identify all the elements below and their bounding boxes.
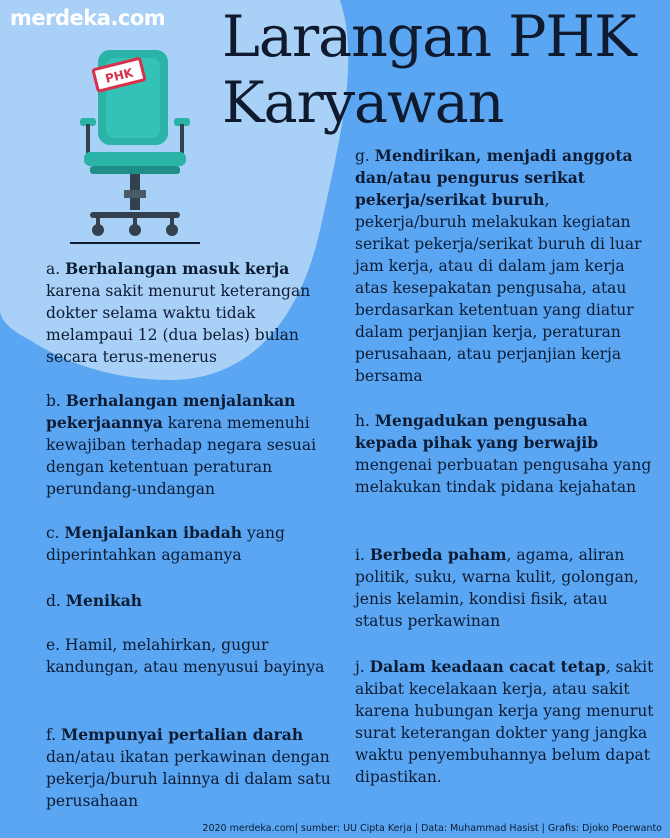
item-a-lead: a. [46, 260, 61, 278]
item-j-bold: Dalam keadaan cacat tetap [369, 657, 606, 676]
item-f-rest: dan/atau ikatan perkawinan dengan pekerja/buruh lainnya di dalam satu perusahaan [46, 748, 331, 810]
item-f-lead: f. [46, 726, 57, 744]
item-j-lead: j. [355, 658, 365, 676]
title-line-2: Karyawan [222, 70, 504, 136]
item-d [46, 590, 336, 612]
credits-footer: 2020 merdeka.com| sumber: UU Cipta Kerja | Data: Muhammad Hasist | Grafis: Djoko Poerwanto [202, 823, 662, 834]
item-c-lead: c. [46, 524, 60, 542]
item-h-bold: Mengadukan pengusaha kepada pihak yang berwajib [355, 411, 599, 452]
item-g [355, 145, 655, 387]
item-d-bold: Menikah [65, 591, 143, 610]
item-i [355, 544, 655, 632]
chair-sign-text: PHK [103, 65, 135, 86]
item-h-lead: h. [355, 412, 370, 430]
item-f [46, 724, 336, 812]
item-b-rest: karena memenuhi kewajiban terhadap negara sesuai dengan ketentuan peraturan perundang-undangan [46, 414, 317, 498]
item-a-rest: karena sakit menurut keterangan dokter selama waktu tidak melampaui 12 (dua belas) bulan secara terus-menerus [46, 282, 311, 366]
item-e-rest: Hamil, melahirkan, gugur kandungan, atau menyusui bayinya [46, 636, 325, 676]
item-g-bold: Mendirikan, menjadi anggota dan/atau pengurus serikat pekerja/serikat buruh [355, 146, 633, 209]
item-i-lead: i. [355, 546, 365, 564]
item-h [355, 410, 655, 498]
item-i-bold: Berbeda paham [369, 545, 507, 564]
item-a [46, 258, 336, 368]
office-chair-illustration [70, 40, 200, 250]
item-d-lead: d. [46, 592, 61, 610]
item-c [46, 522, 336, 566]
page-title [222, 4, 662, 136]
item-i-rest: , agama, aliran politik, suku, warna kulit, golongan, jenis kelamin, kondisi fisik, atau status perkawinan [355, 546, 639, 630]
brand-logo: merdeka.com [10, 6, 166, 30]
item-g-lead: g. [355, 147, 370, 165]
item-j-rest: , sakit akibat kecelakaan kerja, atau sakit karena hubungan kerja yang menurut surat keterangan dokter yang jangka waktu penyembuhannya belum dapat dipastikan. [355, 658, 654, 786]
item-b-bold: Berhalangan menjalankan pekerjaannya [46, 391, 296, 432]
item-e [46, 634, 336, 678]
item-c-rest: yang diperintahkan agamanya [46, 524, 285, 564]
item-c-bold: Menjalankan ibadah [64, 523, 243, 542]
item-g-rest: , pekerja/buruh melakukan kegiatan serikat pekerja/serikat buruh di luar jam kerja, atau di dalam jam kerja atas kesepakatan pengusaha, atau berdasarkan ketentuan yang diatur dalam perjanjian kerja, peraturan perusahaan, atau perjanjian kerja bersama [355, 191, 642, 385]
item-j [355, 656, 655, 788]
item-f-bold: Mempunyai pertalian darah [61, 725, 304, 744]
title-line-1: Larangan PHK [222, 4, 636, 70]
item-a-bold: Berhalangan masuk kerja [65, 259, 290, 278]
item-e-lead: e. [46, 636, 61, 654]
item-b-lead: b. [46, 392, 61, 410]
item-h-rest: mengenai perbuatan pengusaha yang melakukan tindak pidana kejahatan [355, 456, 652, 496]
item-b [46, 390, 336, 500]
